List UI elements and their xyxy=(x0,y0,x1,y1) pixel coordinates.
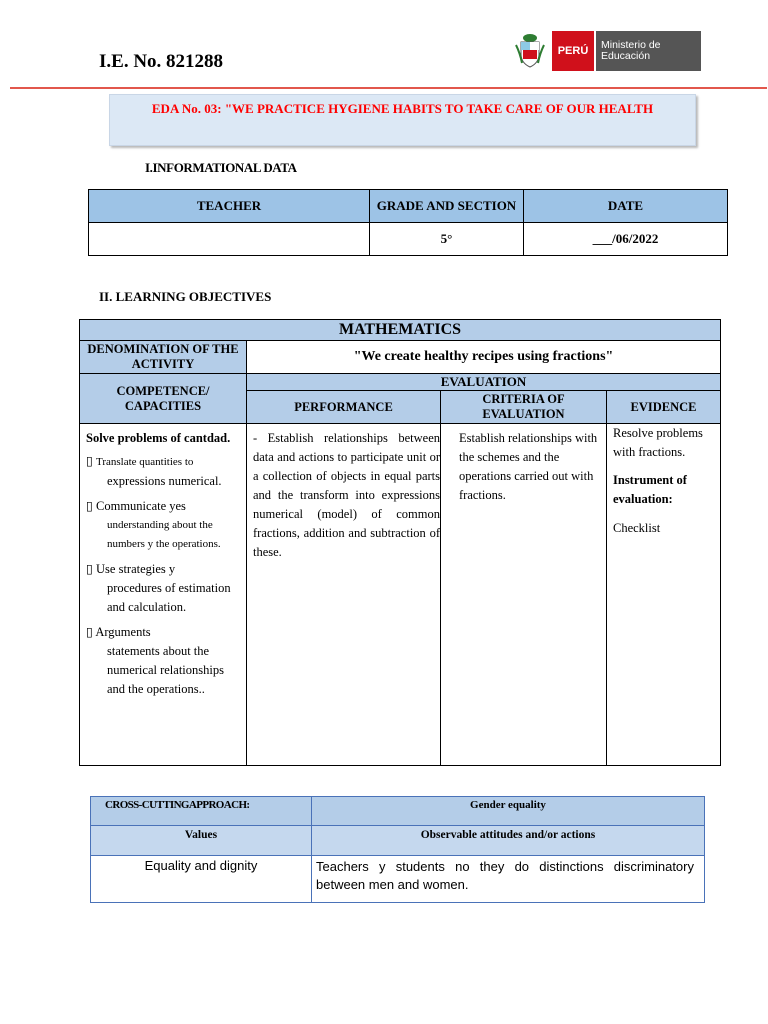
performance-label: PERFORMANCE xyxy=(247,391,441,424)
competence-label: COMPETENCE/ CAPACITIES xyxy=(80,374,247,424)
denomination-label: DENOMINATION OF THE ACTIVITY xyxy=(80,341,247,374)
performance-cell: - Establish relationships between data and actions to participate unit or a collection of objects in equal parts and the transform into expressions numerical (model) of common fractions, addition and subtraction of these. xyxy=(247,424,441,766)
peru-coat-of-arms-icon xyxy=(514,31,546,71)
instrument-label: Instrument of evaluation: xyxy=(613,473,687,506)
instrument-value: Checklist xyxy=(613,521,661,535)
header-teacher: TEACHER xyxy=(89,190,370,223)
values-header: Values xyxy=(91,826,312,856)
section-informational-data: I.INFORMATIONAL DATA xyxy=(145,160,297,175)
ministry-logo xyxy=(514,30,701,72)
teacher-value[interactable] xyxy=(89,223,370,256)
bullet-icon: ▯ xyxy=(86,454,97,468)
capacity-item: ▯ Translate quantities to expressions numerical. xyxy=(86,454,222,488)
activity-name: "We create healthy recipes using fractions" xyxy=(247,341,721,374)
competence-cell xyxy=(80,424,247,766)
section-learning-objectives: II. LEARNING OBJECTIVES xyxy=(99,289,272,304)
evidence-text: Resolve problems with fractions. xyxy=(613,426,703,459)
objectives-table xyxy=(79,319,721,766)
criteria-label: CRITERIA OF EVALUATION xyxy=(441,391,607,424)
subject-title: MATHEMATICS xyxy=(80,320,721,341)
header-date: DATE xyxy=(524,190,728,223)
evidence-label: EVIDENCE xyxy=(607,391,721,424)
header-grade: GRADE AND SECTION xyxy=(370,190,524,223)
actions-header: Observable attitudes and/or actions xyxy=(312,826,705,856)
capacity-item: ▯ Communicate yes understanding about the numbers y the operations. xyxy=(86,499,221,550)
crosscutting-table xyxy=(90,796,705,903)
info-table xyxy=(88,189,728,256)
criteria-cell: Establish relationships with the schemes and the operations carried out with fractions. xyxy=(441,424,607,766)
evidence-cell xyxy=(607,424,721,766)
capacity-item: ▯ Arguments statements about the numerical relationships and the operations.. xyxy=(86,625,224,696)
bullet-icon: ▯ xyxy=(86,499,97,513)
competence-main: Solve problems of cantdad. xyxy=(86,431,231,445)
date-value[interactable]: ___/06/2022 xyxy=(524,223,728,256)
header-divider xyxy=(10,87,767,89)
bullet-icon: ▯ xyxy=(86,625,96,639)
action-row: Teachers y students no they do distinctions discriminatory between men and women. xyxy=(312,856,705,903)
grade-value[interactable]: 5° xyxy=(370,223,524,256)
crosscutting-label: CROSS-CUTTINGAPPROACH: xyxy=(91,797,312,826)
value-row: Equality and dignity xyxy=(91,856,312,903)
eda-title: EDA No. 03: "WE PRACTICE HYGIENE HABITS TO TAKE CARE OF OUR HEALTH xyxy=(109,94,696,146)
logo-country: PERÚ xyxy=(552,31,594,71)
evaluation-label: EVALUATION xyxy=(247,374,721,391)
bullet-icon: ▯ xyxy=(86,562,97,576)
school-title: I.E. No. 821288 xyxy=(99,51,224,72)
logo-ministry: Ministerio de Educación xyxy=(596,31,701,71)
capacity-item: ▯ Use strategies y procedures of estimation and calculation. xyxy=(86,562,231,614)
crosscutting-value: Gender equality xyxy=(312,797,705,826)
